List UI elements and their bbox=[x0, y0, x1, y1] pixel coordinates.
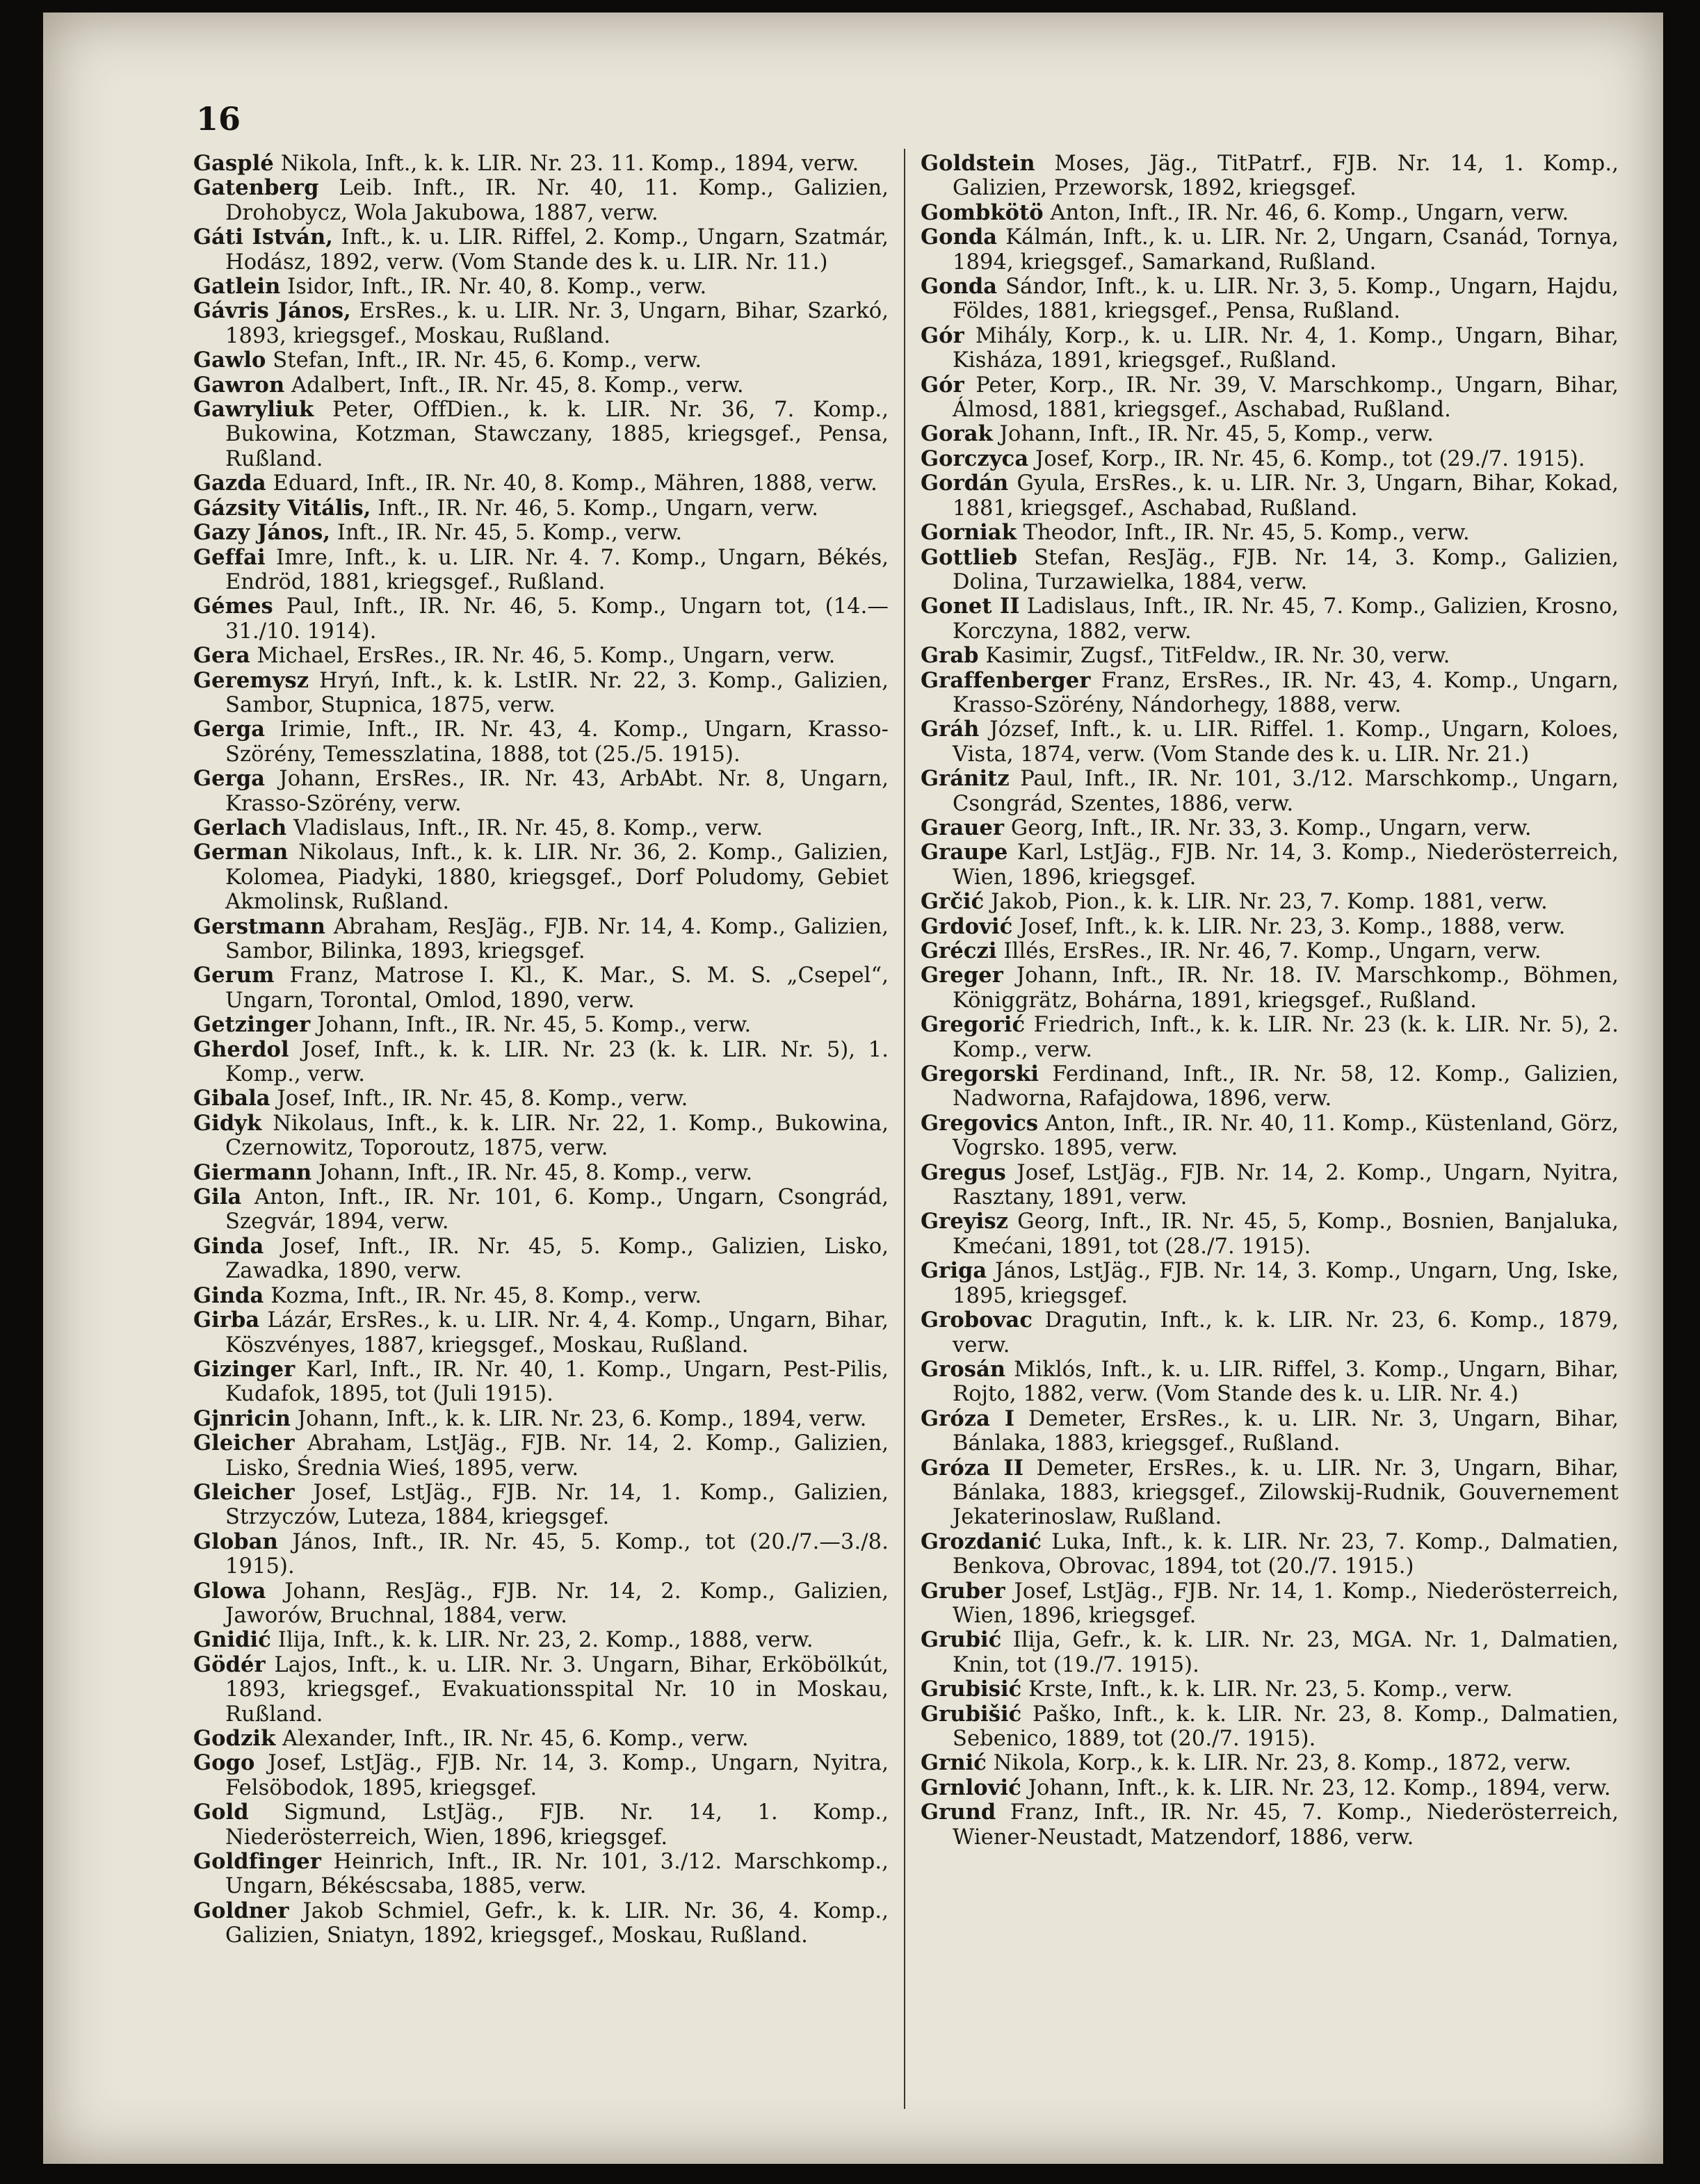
entry-details: Lázár, ErsRes., k. u. LIR. Nr. 4, 4. Komp., Ungarn, Bihar, Köszvényes, 1887, kriegsgef., Moskau, Rußland. bbox=[225, 1308, 889, 1358]
register-entry bbox=[193, 1579, 889, 1629]
register-entry bbox=[193, 1653, 889, 1727]
entry-details: Anton, Inft., IR. Nr. 40, 11. Komp., Küstenland, Görz, Vogrsko. 1895, verw. bbox=[953, 1111, 1619, 1161]
entry-details: Ferdinand, Inft., IR. Nr. 58, 12. Komp., Galizien, Nadworna, Rafajdowa, 1896, verw. bbox=[953, 1062, 1619, 1111]
register-entry bbox=[193, 594, 889, 644]
entry-name: Gerga bbox=[193, 717, 266, 742]
register-entry bbox=[193, 1161, 889, 1185]
register-entry bbox=[193, 840, 889, 914]
entry-name: Grdović bbox=[921, 913, 1013, 939]
entry-details: Illés, ErsRes., IR. Nr. 46, 7. Komp., Ungarn, verw. bbox=[996, 939, 1541, 963]
register-entry bbox=[921, 1579, 1619, 1629]
register-entry bbox=[921, 1677, 1619, 1702]
entry-details: Paul, Inft., IR. Nr. 46, 5. Komp., Ungarn tot, (14.—31./10. 1914). bbox=[225, 594, 889, 644]
entry-name: Grnić bbox=[921, 1750, 987, 1776]
entry-name: Glowa bbox=[193, 1578, 266, 1604]
register-entry bbox=[193, 1628, 889, 1652]
register-entry bbox=[193, 717, 889, 767]
register-entry bbox=[193, 1800, 889, 1850]
entry-name: Gregus bbox=[921, 1159, 1006, 1185]
entry-name: Grubisić bbox=[921, 1677, 1022, 1702]
entry-details: Franz, Matrose I. Kl., K. Mar., S. M. S. „Csepel“, Ungarn, Torontal, Omlod, 1890, verw. bbox=[225, 963, 889, 1013]
register-entry bbox=[921, 1776, 1619, 1800]
entry-name: Gráh bbox=[921, 717, 980, 742]
register-entry bbox=[921, 594, 1619, 644]
entry-name: Gleicher bbox=[193, 1431, 295, 1456]
register-entry bbox=[921, 717, 1619, 767]
register-entry bbox=[193, 1013, 889, 1037]
entry-details: Josef, LstJäg., FJB. Nr. 14, 1. Komp., Niederösterreich, Wien, 1896, kriegsgef. bbox=[953, 1579, 1619, 1628]
register-entry bbox=[921, 890, 1619, 914]
register-entry bbox=[193, 1358, 889, 1407]
register-entry bbox=[193, 471, 889, 496]
entry-details: Imre, Inft., k. u. LIR. Nr. 4. 7. Komp., Ungarn, Békés, Endröd, 1881, kriegsgef., Rußland. bbox=[225, 545, 889, 594]
entry-name: Goldfinger bbox=[193, 1849, 321, 1875]
register-entry bbox=[193, 1751, 889, 1800]
entry-name: Grubić bbox=[921, 1627, 1002, 1653]
register-entry bbox=[921, 152, 1619, 201]
entry-name: Graffenberger bbox=[921, 667, 1091, 693]
entry-name: Gonet II bbox=[921, 594, 1020, 619]
entry-details: Josef, Inft., k. k. LIR. Nr. 23 (k. k. LIR. Nr. 5), 1. Komp., verw. bbox=[225, 1037, 889, 1087]
register-entry bbox=[193, 915, 889, 964]
entry-details: Johann, Inft., IR. Nr. 45, 5. Komp., verw. bbox=[310, 1013, 752, 1038]
entry-details: Nikolaus, Inft., k. k. LIR. Nr. 22, 1. Komp., Bukowina, Czernowitz, Toporoutz, 1875, verw. bbox=[225, 1111, 889, 1161]
entry-name: Ginda bbox=[193, 1233, 264, 1259]
entry-details: Krste, Inft., k. k. LIR. Nr. 23, 5. Komp., verw. bbox=[1021, 1677, 1513, 1702]
entry-name: Gidyk bbox=[193, 1110, 262, 1136]
entry-details: Inft., IR. Nr. 45, 5. Komp., verw. bbox=[330, 521, 683, 546]
entry-details: Josef, Inft., IR. Nr. 45, 8. Komp., verw. bbox=[270, 1086, 688, 1111]
entry-details: Leib. Inft., IR. Nr. 40, 11. Komp., Galizien, Drohobycz, Wola Jakubowa, 1887, verw. bbox=[225, 176, 889, 225]
entry-name: Gór bbox=[921, 323, 964, 348]
entry-details: Paul, Inft., IR. Nr. 101, 3./12. Marschkomp., Ungarn, Csongrád, Szentes, 1886, verw. bbox=[953, 767, 1619, 816]
register-entry bbox=[193, 348, 889, 373]
entry-name: Geremysz bbox=[193, 667, 309, 693]
entry-name: Greger bbox=[921, 963, 1003, 988]
entry-name: Gávris János, bbox=[193, 298, 351, 324]
register-entry bbox=[193, 1850, 889, 1899]
entry-details: Adalbert, Inft., IR. Nr. 45, 8. Komp., verw. bbox=[284, 373, 744, 398]
entry-name: Greyisz bbox=[921, 1209, 1009, 1234]
register-entry bbox=[921, 422, 1619, 446]
entry-name: Grund bbox=[921, 1800, 996, 1825]
entry-name: Ginda bbox=[193, 1282, 264, 1308]
entry-name: Gasplé bbox=[193, 151, 274, 176]
entry-details: Jakob Schmiel, Gefr., k. k. LIR. Nr. 36, 4. Komp., Galizien, Sniatyn, 1892, kriegsgef., Moskau, Rußland. bbox=[225, 1898, 889, 1948]
register-entry bbox=[921, 1628, 1619, 1677]
register-entry bbox=[921, 915, 1619, 939]
entry-details: Sigmund, LstJäg., FJB. Nr. 14, 1. Komp., Niederösterreich, Wien, 1896, kriegsgef. bbox=[225, 1800, 889, 1850]
register-entry bbox=[921, 1013, 1619, 1062]
entry-details: Josef, Inft., k. k. LIR. Nr. 23, 3. Komp., 1888, verw. bbox=[1012, 914, 1566, 939]
entry-name: Gordán bbox=[921, 471, 1009, 496]
register-entry bbox=[193, 767, 889, 816]
entry-name: Gottlieb bbox=[921, 544, 1018, 570]
register-entry bbox=[193, 1407, 889, 1431]
entry-name: Gera bbox=[193, 643, 250, 669]
entry-details: Nikola, Korp., k. k. LIR. Nr. 23, 8. Komp., 1872, verw. bbox=[986, 1751, 1571, 1776]
entry-details: Johann, ErsRes., IR. Nr. 43, ArbAbt. Nr. 8, Ungarn, Krasso-Szörény, verw. bbox=[225, 767, 889, 816]
register-entry bbox=[921, 1530, 1619, 1579]
entry-details: Georg, Inft., IR. Nr. 33, 3. Komp., Ungarn, verw. bbox=[1004, 815, 1532, 840]
register-entry bbox=[193, 546, 889, 595]
entry-details: Johann, Inft., IR. Nr. 18. IV. Marschkomp., Böhmen, Königgrätz, Bohárna, 1891, kriegsgef., Rußland. bbox=[953, 963, 1619, 1013]
entry-details: Jakob, Pion., k. k. LIR. Nr. 23, 7. Komp. 1881, verw. bbox=[984, 890, 1548, 915]
entry-details: Kasimir, Zugsf., TitFeldw., IR. Nr. 30, verw. bbox=[978, 644, 1450, 669]
register-entry bbox=[921, 1456, 1619, 1530]
entry-details: Nikolaus, Inft., k. k. LIR. Nr. 36, 2. Komp., Galizien, Kolomea, Piadyki, 1880, kriegsgef., Dorf Poludomy, Gebiet Akmolinsk, Rußland. bbox=[225, 840, 889, 915]
entry-name: Gorniak bbox=[921, 520, 1017, 546]
entry-details: Lajos, Inft., k. u. LIR. Nr. 3. Ungarn, Bihar, Erköbölkút, 1893, kriegsgef., Evakuationsspital Nr. 10 in Moskau, Rußland. bbox=[225, 1652, 889, 1727]
entry-details: Hryń, Inft., k. k. LstIR. Nr. 22, 3. Komp., Galizien, Sambor, Stupnica, 1875, verw. bbox=[225, 668, 889, 717]
page-number: 16 bbox=[196, 100, 241, 138]
register-entry bbox=[921, 225, 1619, 275]
entry-details: Ilija, Gefr., k. k. LIR. Nr. 23, MGA. Nr. 1, Dalmatien, Knin, tot (19./7. 1915). bbox=[953, 1628, 1619, 1677]
entry-name: Globan bbox=[193, 1529, 278, 1554]
entry-name: Gogo bbox=[193, 1750, 255, 1776]
entry-name: German bbox=[193, 840, 289, 865]
register-entry bbox=[921, 471, 1619, 521]
entry-name: Gleicher bbox=[193, 1479, 295, 1505]
register-entry bbox=[193, 1086, 889, 1111]
entry-details: Moses, Jäg., TitPatrf., FJB. Nr. 14, 1. Komp., Galizien, Przeworsk, 1892, kriegsgef. bbox=[953, 152, 1619, 201]
register-entry bbox=[193, 1727, 889, 1751]
entry-name: Gjnricin bbox=[193, 1405, 291, 1431]
entry-details: Kozma, Inft., IR. Nr. 45, 8. Komp., verw. bbox=[264, 1283, 702, 1308]
entry-details: Franz, Inft., IR. Nr. 45, 7. Komp., Niederösterreich, Wiener-Neustadt, Matzendorf, 1886, verw. bbox=[953, 1800, 1619, 1850]
entry-name: Griga bbox=[921, 1258, 987, 1284]
register-entry bbox=[193, 1899, 889, 1948]
entry-details: Inft., k. u. LIR. Riffel, 2. Komp., Ungarn, Szatmár, Hodász, 1892, verw. (Vom Stande des k. u. LIR. Nr. 11.) bbox=[225, 225, 889, 275]
entry-name: Gór bbox=[921, 372, 964, 398]
entry-details: Josef, LstJäg., FJB. Nr. 14, 2. Komp., Ungarn, Nyitra, Rasztany, 1891, verw. bbox=[953, 1160, 1619, 1210]
entry-details: Gyula, ErsRes., k. u. LIR. Nr. 3, Ungarn, Bihar, Kokad, 1881, kriegsgef., Aschabad, Rußland. bbox=[953, 471, 1619, 521]
register-entry bbox=[921, 1358, 1619, 1407]
entry-details: Inft., IR. Nr. 46, 5. Komp., Ungarn, verw. bbox=[371, 496, 819, 521]
entry-name: Gödér bbox=[193, 1652, 266, 1677]
entry-name: Grčić bbox=[921, 889, 985, 915]
register-entry bbox=[193, 963, 889, 1013]
entry-name: Grobovac bbox=[921, 1307, 1033, 1333]
register-entry bbox=[921, 201, 1619, 225]
entry-details: Josef, LstJäg., FJB. Nr. 14, 1. Komp., Galizien, Strzyczów, Luteza, 1884, kriegsgef. bbox=[225, 1480, 889, 1530]
entry-name: Gazy János, bbox=[193, 520, 331, 546]
entry-details: Michael, ErsRes., IR. Nr. 46, 5. Komp., Ungarn, verw. bbox=[250, 644, 836, 669]
entry-name: Gonda bbox=[921, 225, 998, 250]
register-entry bbox=[921, 1800, 1619, 1850]
entry-name: Gatenberg bbox=[193, 175, 319, 201]
register-entry bbox=[921, 447, 1619, 471]
register-entry bbox=[921, 816, 1619, 840]
right-column bbox=[921, 152, 1619, 1850]
entry-details: Paško, Inft., k. k. LIR. Nr. 23, 8. Komp., Dalmatien, Sebenico, 1889, tot (20./7. 1915). bbox=[953, 1702, 1619, 1751]
register-entry bbox=[921, 963, 1619, 1013]
entry-name: Gatlein bbox=[193, 274, 281, 300]
entry-details: Stefan, Inft., IR. Nr. 45, 6. Komp., verw. bbox=[266, 348, 702, 373]
register-entry bbox=[193, 299, 889, 348]
register-entry bbox=[193, 496, 889, 521]
entry-name: Goldner bbox=[193, 1898, 289, 1923]
register-entry bbox=[921, 521, 1619, 545]
entry-name: Gila bbox=[193, 1184, 242, 1210]
register-entry bbox=[921, 546, 1619, 595]
entry-name: Godzik bbox=[193, 1726, 276, 1751]
register-entry bbox=[921, 939, 1619, 963]
entry-details: Demeter, ErsRes., k. u. LIR. Nr. 3, Ungarn, Bihar, Bánlaka, 1883, kriegsgef., Zilowskij-Rudnik, Gouvernement Jekaterinoslaw, Rußland. bbox=[953, 1456, 1619, 1530]
entry-name: Gonda bbox=[921, 274, 998, 300]
register-entry bbox=[193, 1431, 889, 1481]
entry-details: Mihály, Korp., k. u. LIR. Nr. 4, 1. Komp., Ungarn, Bihar, Kisháza, 1891, kriegsgef., Rußland. bbox=[953, 323, 1619, 373]
register-entry bbox=[193, 398, 889, 471]
entry-name: Gerga bbox=[193, 766, 266, 792]
entry-details: Johann, Inft., IR. Nr. 45, 8. Komp., verw. bbox=[311, 1160, 753, 1185]
entry-name: Gibala bbox=[193, 1086, 270, 1111]
entry-name: Gróza I bbox=[921, 1405, 1015, 1431]
entry-details: Miklós, Inft., k. u. LIR. Riffel, 3. Komp., Ungarn, Bihar, Rojto, 1882, verw. (Vom Stande des k. u. LIR. Nr. 4.) bbox=[953, 1357, 1619, 1407]
entry-details: Anton, Inft., IR. Nr. 46, 6. Komp., Ungarn, verw. bbox=[1043, 200, 1569, 225]
register-entry bbox=[193, 176, 889, 225]
entry-name: Gregorić bbox=[921, 1012, 1026, 1038]
register-entry bbox=[193, 1284, 889, 1308]
entry-details: Franz, ErsRes., IR. Nr. 43, 4. Komp., Ungarn, Krasso-Szörény, Nándorhegy, 1888, verw. bbox=[953, 668, 1619, 717]
register-entry bbox=[193, 1234, 889, 1284]
entry-name: Gazda bbox=[193, 471, 266, 496]
register-entry bbox=[193, 521, 889, 545]
entry-details: Anton, Inft., IR. Nr. 101, 6. Komp., Ungarn, Csongrád, Szegvár, 1894, verw. bbox=[225, 1185, 889, 1234]
entry-name: Gregorski bbox=[921, 1061, 1039, 1087]
entry-name: Gruber bbox=[921, 1578, 1005, 1604]
entry-name: Gorczyca bbox=[921, 446, 1029, 471]
entry-details: Karl, Inft., IR. Nr. 40, 1. Komp., Ungarn, Pest-Pilis, Kudafok, 1895, tot (Juli 1915). bbox=[225, 1357, 889, 1407]
column-divider bbox=[904, 149, 905, 2109]
entry-details: János, LstJäg., FJB. Nr. 14, 3. Komp., Ungarn, Ung, Iske, 1895, kriegsgef. bbox=[953, 1259, 1619, 1308]
entry-name: Gáti István, bbox=[193, 225, 333, 250]
register-entry bbox=[921, 1407, 1619, 1456]
entry-details: Dragutin, Inft., k. k. LIR. Nr. 23, 6. Komp., 1879, verw. bbox=[953, 1308, 1619, 1358]
entry-details: Nikola, Inft., k. k. LIR. Nr. 23. 11. Komp., 1894, verw. bbox=[273, 152, 859, 176]
entry-details: Alexander, Inft., IR. Nr. 45, 6. Komp., verw. bbox=[275, 1727, 749, 1751]
entry-details: Theodor, Inft., IR. Nr. 45, 5. Komp., verw. bbox=[1016, 521, 1470, 546]
entry-details: Peter, Korp., IR. Nr. 39, V. Marschkomp., Ungarn, Bihar, Álmosd, 1881, kriegsgef., Aschabad, Rußland. bbox=[953, 373, 1619, 423]
entry-details: Heinrich, Inft., IR. Nr. 101, 3./12. Marschkomp., Ungarn, Békéscsaba, 1885, verw. bbox=[225, 1850, 889, 1899]
entry-name: Graupe bbox=[921, 840, 1008, 865]
register-entry bbox=[193, 1038, 889, 1087]
entry-details: Ilija, Inft., k. k. LIR. Nr. 23, 2. Komp., 1888, verw. bbox=[270, 1628, 813, 1653]
register-entry bbox=[193, 1481, 889, 1530]
register-entry bbox=[921, 1259, 1619, 1308]
register-entry bbox=[921, 1751, 1619, 1775]
register-entry bbox=[193, 275, 889, 299]
entry-details: ErsRes., k. u. LIR. Nr. 3, Ungarn, Bihar, Szarkó, 1893, kriegsgef., Moskau, Rußland. bbox=[225, 299, 889, 348]
entry-name: Gerlach bbox=[193, 815, 287, 840]
entry-details: Vladislaus, Inft., IR. Nr. 45, 8. Komp., verw. bbox=[286, 815, 763, 840]
entry-name: Gréczi bbox=[921, 938, 997, 963]
register-entry bbox=[193, 1308, 889, 1358]
entry-name: Girba bbox=[193, 1307, 260, 1333]
entry-details: Josef, Inft., IR. Nr. 45, 5. Komp., Galizien, Lisko, Zawadka, 1890, verw. bbox=[225, 1234, 889, 1284]
entry-name: Gerstmann bbox=[193, 913, 326, 939]
entry-details: Georg, Inft., IR. Nr. 45, 5, Komp., Bosnien, Banjaluka, Kmećani, 1891, tot (28./7. 1915). bbox=[953, 1209, 1619, 1259]
register-entry bbox=[921, 373, 1619, 423]
entry-name: Grozdanić bbox=[921, 1529, 1042, 1554]
register-entry bbox=[921, 324, 1619, 373]
register-entry bbox=[921, 1209, 1619, 1259]
entry-name: Giermann bbox=[193, 1159, 312, 1185]
entry-name: Gombkötö bbox=[921, 199, 1044, 225]
entry-name: Gróza II bbox=[921, 1455, 1024, 1481]
register-entry bbox=[193, 152, 889, 176]
entry-name: Gémes bbox=[193, 594, 273, 619]
register-entry bbox=[193, 1111, 889, 1161]
register-entry bbox=[921, 669, 1619, 718]
entry-details: Kálmán, Inft., k. u. LIR. Nr. 2, Ungarn, Csanád, Tornya, 1894, kriegsgef., Samarkand, Rußland. bbox=[953, 225, 1619, 275]
register-entry bbox=[921, 1702, 1619, 1752]
entry-name: Goldstein bbox=[921, 151, 1035, 176]
entry-name: Gherdol bbox=[193, 1036, 289, 1062]
register-entry bbox=[193, 644, 889, 668]
entry-details: Josef, LstJäg., FJB. Nr. 14, 3. Komp., Ungarn, Nyitra, Felsöbodok, 1895, kriegsgef. bbox=[225, 1751, 889, 1800]
entry-details: Josef, Korp., IR. Nr. 45, 6. Komp., tot (29./7. 1915). bbox=[1028, 446, 1585, 471]
entry-name: Gnidić bbox=[193, 1627, 271, 1653]
register-entry bbox=[921, 1308, 1619, 1358]
entry-details: Demeter, ErsRes., k. u. LIR. Nr. 3, Ungarn, Bihar, Bánlaka, 1883, kriegsgef., Rußland. bbox=[953, 1406, 1619, 1456]
entry-details: Ladislaus, Inft., IR. Nr. 45, 7. Komp., Galizien, Krosno, Korczyna, 1882, verw. bbox=[953, 594, 1619, 644]
entry-name: Grosán bbox=[921, 1356, 1006, 1382]
entry-details: Johann, Inft., k. k. LIR. Nr. 23, 6. Komp., 1894, verw. bbox=[291, 1406, 867, 1431]
entry-name: Gawlo bbox=[193, 348, 266, 373]
entry-details: János, Inft., IR. Nr. 45, 5. Komp., tot (20./7.—3./8. 1915). bbox=[225, 1529, 889, 1579]
entry-name: Getzinger bbox=[193, 1012, 311, 1038]
entry-details: Johann, ResJäg., FJB. Nr. 14, 2. Komp., Galizien, Jaworów, Bruchnal, 1884, verw. bbox=[225, 1579, 889, 1628]
register-entry bbox=[193, 816, 889, 840]
entry-name: Grnlović bbox=[921, 1775, 1021, 1800]
entry-name: Gregovics bbox=[921, 1110, 1039, 1136]
document-page bbox=[43, 13, 1663, 2164]
entry-name: Gizinger bbox=[193, 1356, 296, 1382]
entry-details: Luka, Inft., k. k. LIR. Nr. 23, 7. Komp., Dalmatien, Benkova, Obrovac, 1894, tot (20./7. 1915.) bbox=[953, 1529, 1619, 1579]
register-entry bbox=[193, 1185, 889, 1234]
entry-details: Isidor, Inft., IR. Nr. 40, 8. Komp., verw. bbox=[280, 275, 707, 300]
entry-details: József, Inft., k. u. LIR. Riffel. 1. Komp., Ungarn, Koloes, Vista, 1874, verw. (Vom Stande des k. u. LIR. Nr. 21.) bbox=[953, 717, 1619, 767]
entry-details: Johann, Inft., IR. Nr. 45, 5, Komp., verw. bbox=[992, 422, 1434, 447]
entry-details: Sándor, Inft., k. u. LIR. Nr. 3, 5. Komp., Ungarn, Hajdu, Földes, 1881, kriegsgef., Pensa, Rußland. bbox=[953, 275, 1619, 324]
entry-name: Gawryliuk bbox=[193, 397, 314, 423]
entry-name: Geffai bbox=[193, 544, 266, 570]
entry-details: Karl, LstJäg., FJB. Nr. 14, 3. Komp., Niederösterreich, Wien, 1896, kriegsgef. bbox=[953, 840, 1619, 890]
register-entry bbox=[921, 1111, 1619, 1161]
entry-name: Gold bbox=[193, 1800, 249, 1825]
entry-name: Grauer bbox=[921, 815, 1005, 840]
entry-details: Abraham, ResJäg., FJB. Nr. 14, 4. Komp., Galizien, Sambor, Bilinka, 1893, kriegsgef. bbox=[225, 914, 889, 963]
entry-details: Friedrich, Inft., k. k. LIR. Nr. 23 (k. k. LIR. Nr. 5), 2. Komp., verw. bbox=[953, 1013, 1619, 1062]
register-entry bbox=[921, 275, 1619, 324]
entry-details: Johann, Inft., k. k. LIR. Nr. 23, 12. Komp., 1894, verw. bbox=[1021, 1775, 1611, 1800]
entry-name: Gázsity Vitális, bbox=[193, 495, 371, 521]
entry-details: Irimie, Inft., IR. Nr. 43, 4. Komp., Ungarn, Krasso-Szörény, Temesszlatina, 1888, tot (25./5. 1915). bbox=[225, 717, 889, 767]
entry-name: Grubišić bbox=[921, 1701, 1022, 1727]
register-entry bbox=[193, 225, 889, 275]
entry-details: Peter, OffDien., k. k. LIR. Nr. 36, 7. Komp., Bukowina, Kotzman, Stawczany, 1885, kriegsgef., Pensa, Rußland. bbox=[225, 398, 889, 471]
register-entry bbox=[193, 669, 889, 718]
register-entry bbox=[921, 767, 1619, 816]
entry-details: Eduard, Inft., IR. Nr. 40, 8. Komp., Mähren, 1888, verw. bbox=[266, 471, 877, 496]
entry-details: Abraham, LstJäg., FJB. Nr. 14, 2. Komp., Galizien, Lisko, Średnia Wieś, 1895, verw. bbox=[225, 1431, 889, 1481]
entry-name: Grab bbox=[921, 643, 979, 669]
register-entry bbox=[921, 1161, 1619, 1210]
left-column bbox=[193, 152, 889, 1948]
register-entry bbox=[193, 373, 889, 398]
entry-details: Stefan, ResJäg., FJB. Nr. 14, 3. Komp., Galizien, Dolina, Turzawielka, 1884, verw. bbox=[953, 545, 1619, 594]
register-entry bbox=[921, 644, 1619, 668]
entry-name: Gránitz bbox=[921, 766, 1010, 792]
entry-name: Gawron bbox=[193, 372, 285, 398]
register-entry bbox=[921, 1062, 1619, 1111]
entry-name: Gorak bbox=[921, 421, 993, 447]
register-entry bbox=[921, 840, 1619, 890]
register-entry bbox=[193, 1530, 889, 1579]
entry-name: Gerum bbox=[193, 963, 275, 988]
